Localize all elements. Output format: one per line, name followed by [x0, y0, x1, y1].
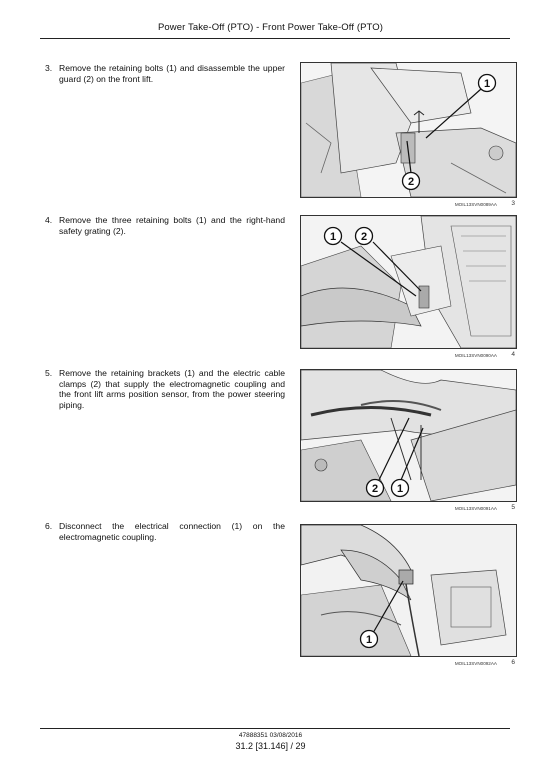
step-text: Remove the retaining brackets (1) and the electric cable clamps (2) that supply the electromagnetic coupling and the front lift arms position sensor, from the power steering piping. — [59, 368, 285, 410]
figure-caption — [300, 351, 517, 363]
figure-number: 5 — [511, 504, 515, 511]
callout-label: 1 — [396, 483, 404, 495]
callout-label: 1 — [365, 634, 373, 646]
callout-label: 2 — [371, 483, 379, 495]
figure-image — [300, 369, 517, 502]
step-number: 6. — [45, 521, 53, 531]
figure-code: MOIL13SVN0092AA — [454, 661, 497, 666]
figure-code: MOIL13SVN0089AA — [454, 202, 497, 207]
step-text: Remove the three retaining bolts (1) and the right-hand safety grating (2). — [59, 215, 285, 236]
step-4 — [45, 215, 285, 236]
header-divider — [40, 38, 510, 39]
figure-5 — [300, 369, 517, 516]
figure-caption — [300, 200, 517, 212]
callout-label: 2 — [407, 176, 415, 188]
footer-doc-ref: 47888351 03/08/2016 — [238, 732, 303, 739]
step-3 — [45, 63, 285, 84]
callout-label: 1 — [329, 231, 337, 243]
figure-code: MOIL13SVN0090AA — [454, 353, 497, 358]
figure-image — [300, 62, 517, 198]
step-number: 5. — [45, 368, 53, 378]
step-text: Remove the retaining bolts (1) and disassemble the upper guard (2) on the front lift. — [59, 63, 285, 84]
figure-image — [300, 524, 517, 657]
footer-page-number: 31.2 [31.146] / 29 — [235, 741, 306, 751]
figure-number: 4 — [511, 351, 515, 358]
figure-code: MOIL13SVN0091AA — [454, 506, 497, 511]
step-5 — [45, 368, 285, 410]
step-number: 4. — [45, 215, 53, 225]
step-text: Disconnect the electrical connection (1) on the electromagnetic coupling. — [59, 521, 285, 542]
figure-caption — [300, 659, 517, 671]
figure-number: 6 — [511, 659, 515, 666]
step-6 — [45, 521, 285, 542]
figure-4 — [300, 215, 517, 363]
figure-6 — [300, 524, 517, 671]
figure-3 — [300, 62, 517, 212]
figure-image — [300, 215, 517, 349]
step-number: 3. — [45, 63, 53, 73]
callout-label: 2 — [360, 231, 368, 243]
figure-caption — [300, 504, 517, 516]
footer-divider — [40, 728, 510, 729]
figure-number: 3 — [511, 200, 515, 207]
callout-label: 1 — [483, 78, 491, 90]
page-header-title: Power Take-Off (PTO) - Front Power Take-Off (PTO) — [157, 22, 384, 33]
